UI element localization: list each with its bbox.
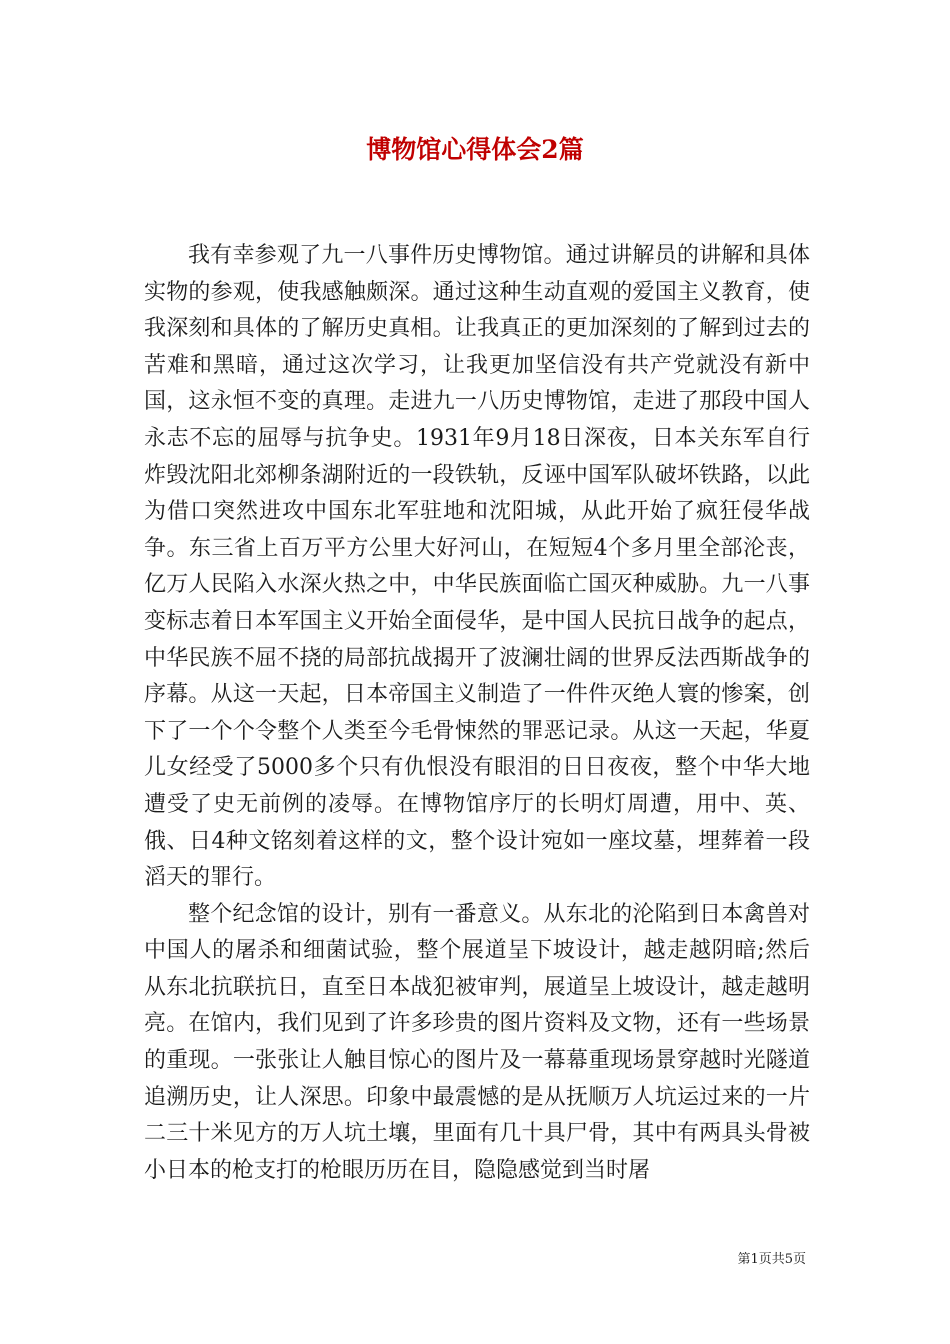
- document-title: 博物馆心得体会2篇: [366, 135, 584, 164]
- paragraph: 整个纪念馆的设计，别有一番意义。从东北的沦陷到日本禽兽对中国人的屠杀和细菌试验，整个展道呈下坡设计，越走越阴暗;然后从东北抗联抗日，直至日本战犯被审判，展道呈上坡设计，越走越明亮。在馆内，我们见到了许多珍贵的图片资料及文物，还有一些场景的重现。一张张让人触目惊心的图片及一幕幕重现场景穿越时光隧道追溯历史，让人深思。印象中最震憾的是从抚顺万人坑运过来的一片二三十米见方的万人坑土壤，里面有几十具尸骨，其中有两具头骨被小日本的枪支打的枪眼历历在目，隐隐感觉到当时屠: [144, 901, 810, 1183]
- paragraph: 我有幸参观了九一八事件历史博物馆。通过讲解员的讲解和具体实物的参观，使我感触颇深。通过这种生动直观的爱国主义教育，使我深刻和具体的了解历史真相。让我真正的更加深刻的了解到过去的苦难和黑暗，通过这次学习，让我更加坚信没有共产党就没有新中国，这永恒不变的真理。走进九一八历史博物馆，走进了那段中国人永志不忘的屈辱与抗争史。1931年9月18日深夜，日本关东军自行炸毁沈阳北郊柳条湖附近的一段铁轨，反诬中国军队破坏铁路，以此为借口突然进攻中国东北军驻地和沈阳城，从此开始了疯狂侵华战争。东三省上百万平方公里大好河山，在短短4个多月里全部沦丧，亿万人民陷入水深火热之中，中华民族面临亡国灭种威胁。九一八事变标志着日本军国主义开始全面侵华，是中国人民抗日战争的起点，中华民族不屈不挠的局部抗战揭开了波澜壮阔的世界反法西斯战争的序幕。从这一天起，日本帝国主义制造了一件件灭绝人寰的惨案，创下了一个个令整个人类至今毛骨悚然的罪恶记录。从这一天起，华夏儿女经受了5000多个只有仇恨没有眼泪的日日夜夜，整个中华大地遭受了史无前例的凌辱。在博物馆序厅的长明灯周遭，用中、英、俄、日4种文铭刻着这样的文，整个设计宛如一座坟墓，埋葬着一段滔天的罪行。: [144, 243, 810, 891]
- page-number: 第1页共5页: [737, 1252, 806, 1267]
- document-body: [144, 238, 810, 1189]
